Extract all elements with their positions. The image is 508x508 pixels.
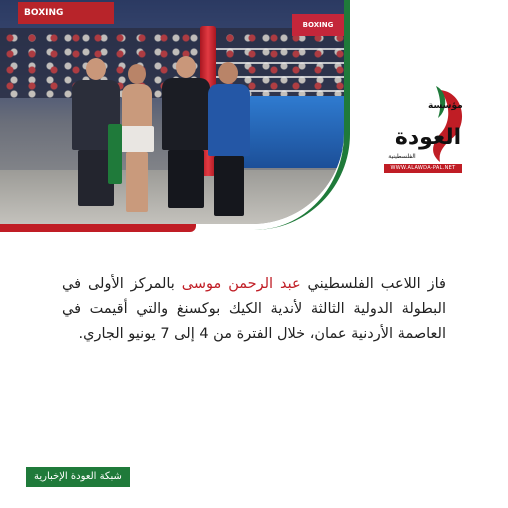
article-text [62,272,446,347]
logo-sub-word: الفلسطينية [388,153,416,160]
article-rest: بالمركز الأولى في البطولة الدولية الثالثة لأندية الكيك بوكسنغ والتي أقيمت في العاصمة الأردنية عمان، خلال الفترة من 4 إلى 7 يونيو الجاري. [62,276,446,342]
photo-banner-right: BOXING [292,14,344,36]
photo-accent-green [0,0,350,230]
logo-main-word: العودة [394,125,462,150]
logo-url: WWW.ALAWDA-PAL.NET [384,164,462,173]
article-lead: فاز اللاعب الفلسطيني [300,276,446,292]
news-photo [0,0,350,232]
logo-top-word: مؤسسة [428,101,463,111]
network-label: شبكة العودة الإخبارية [26,467,130,487]
photo-accent-red [0,224,196,232]
athlete-name: عبد الرحمن موسى [181,276,301,292]
photo-banner-left: BOXING [18,2,114,24]
